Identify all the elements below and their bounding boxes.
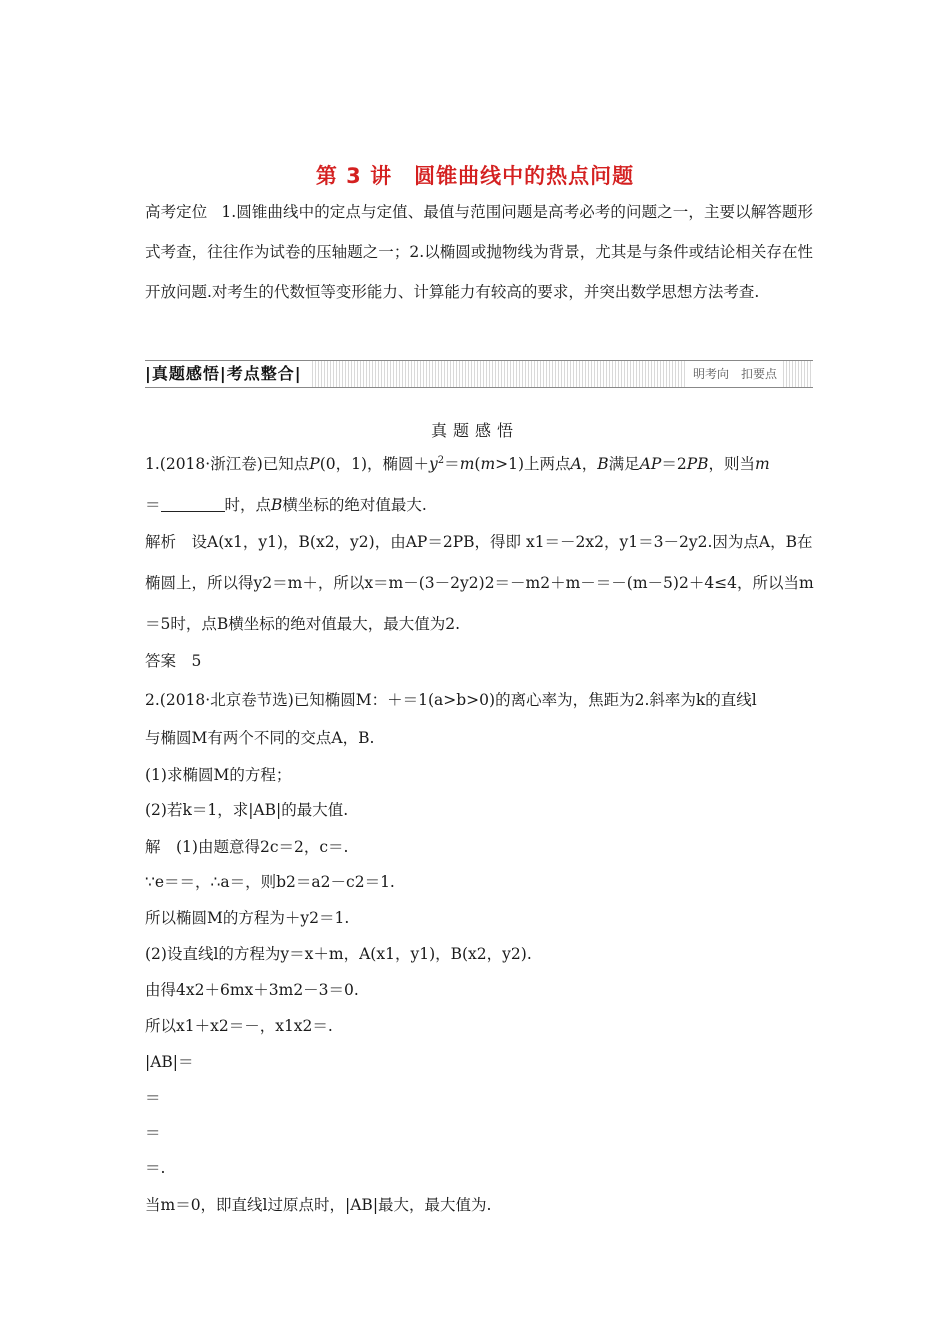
exam-positioning-text: 1.圆锥曲线中的定点与定值、最值与范围问题是高考必考的问题之一，主要以解答题形式考查，往往作为试卷的压轴题之一；2.以椭圆或抛物线为背景，尤其是与条件或结论相关存在性开放问题.对考生的代数恒等变形能力、计算能力有较高的要求，并突出数学思想方法考查. <box>145 203 813 301</box>
solution-2-line-11: 当m＝0，即直线l过原点时，|AB|最大，最大值为. <box>145 1196 492 1214</box>
solution-2-line-1: 解 (1)由题意得2c＝2，c＝. <box>145 838 349 856</box>
problem-1-line-1: 1.(2018·浙江卷)已知点P(0，1)，椭圆$+y^2=m(m>1)$上两点A，B满足AP＝2PB，则当m <box>145 455 770 473</box>
solution-2-line-8: ＝ <box>145 1089 161 1107</box>
solution-1-line-1: 解析 设A(x1，y1)，B(x2，y2)，由AP＝2PB，得即 x1＝－2x2，y1＝3－2y2.因为点A，B在 <box>145 533 813 551</box>
solution-2-line-6: 所以x1＋x2＝－，x1x2＝. <box>145 1017 333 1035</box>
problem-1-line-2: ＝ 时，点B横坐标的绝对值最大. <box>145 496 427 514</box>
solution-2-line-2: ∵e＝＝，∴a＝，则b2＝a2－c2＝1. <box>145 873 395 891</box>
problem-2-line-2: 与椭圆M有两个不同的交点A，B. <box>145 729 375 747</box>
answer-blank <box>161 497 225 512</box>
solution-2-line-10: ＝. <box>145 1159 166 1177</box>
banner-title: |真题感悟|考点整合| <box>145 361 312 387</box>
solution-2-line-4: (2)设直线l的方程为y＝x＋m，A(x1，y1)，B(x2，y2). <box>145 945 532 963</box>
solution-1-line-2: 椭圆上，所以得y2＝m＋，所以x＝m－(3－2y2)2＝－m2＋m－＝－(m－5)2＋4≤4，所以当m <box>145 574 814 592</box>
solution-2-line-7: |AB|＝ <box>145 1053 194 1071</box>
section-banner <box>145 360 813 388</box>
problem-2-line-1: 2.(2018·北京卷节选)已知椭圆M：＋＝1(a>b>0)的离心率为，焦距为2.斜率为k的直线l <box>145 691 757 709</box>
banner-subtitle: 明考向 扣要点 <box>687 361 783 387</box>
answer-1: 答案 5 <box>145 652 202 670</box>
solution-2-line-5: 由得4x2＋6mx＋3m2－3＝0. <box>145 981 359 999</box>
solution-2-line-9: ＝ <box>145 1124 161 1142</box>
problem-2-part-2: (2)若k＝1，求|AB|的最大值. <box>145 801 349 819</box>
problem-2-part-1: (1)求椭圆M的方程； <box>145 766 292 784</box>
exam-positioning-label: 高考定位 <box>145 203 208 221</box>
lecture-number: 第 3 讲 <box>315 164 393 188</box>
lecture-topic: 圆锥曲线中的热点问题 <box>414 164 635 188</box>
section-title: 真题感悟 <box>430 421 519 440</box>
exam-positioning <box>145 192 813 312</box>
solution-2-line-3: 所以椭圆M的方程为＋y2＝1. <box>145 909 350 927</box>
solution-1-line-3: ＝5时，点B横坐标的绝对值最大，最大值为2. <box>145 615 461 633</box>
lecture-title <box>0 160 950 190</box>
